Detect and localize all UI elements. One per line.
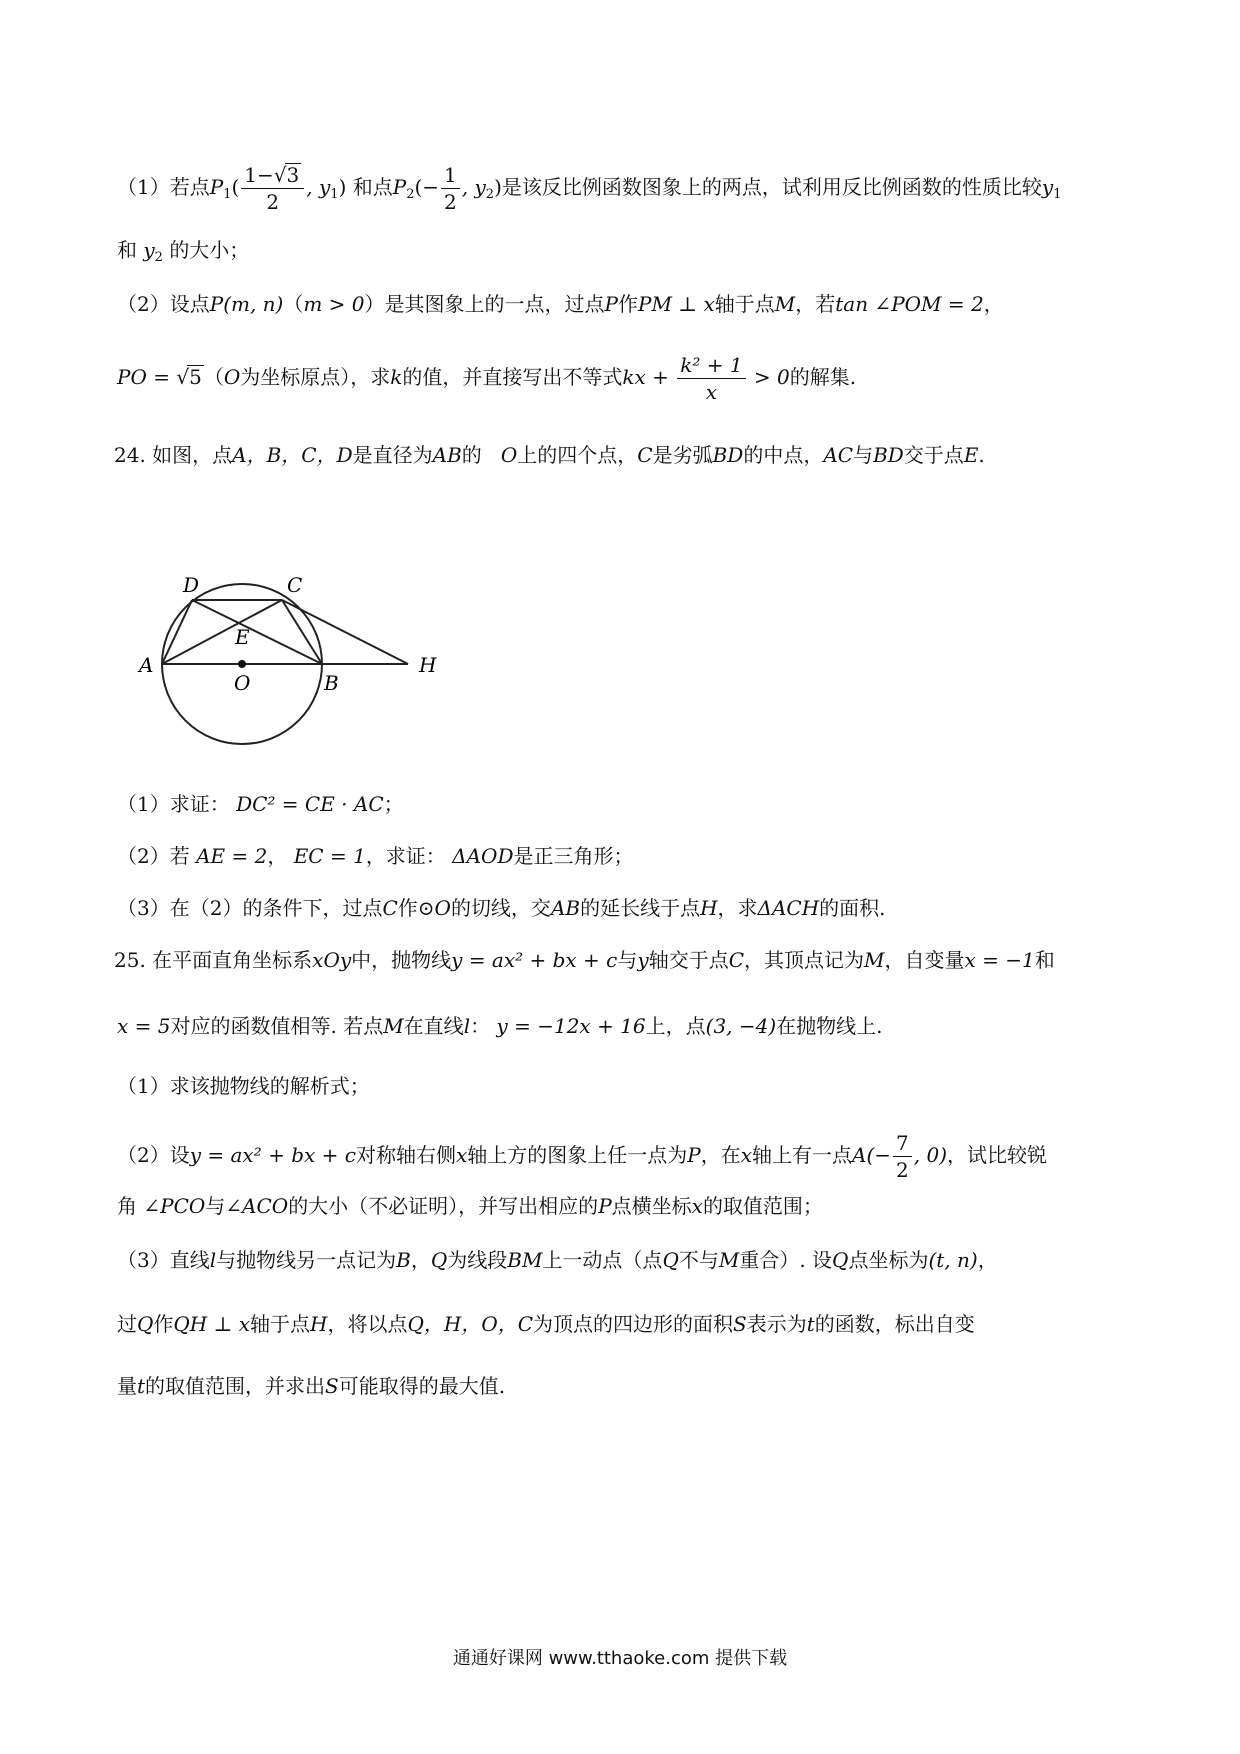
label-d: D xyxy=(183,573,200,597)
fraction-3: $\frac{\text{k² + 1}}{x}$ xyxy=(677,352,745,405)
label-o: O xyxy=(234,671,251,695)
fraction-4: $\frac{7}{2}$ xyxy=(893,1130,912,1183)
fraction-1: $\frac{1-√3}{2}$ xyxy=(241,162,304,215)
line-ac xyxy=(162,600,282,664)
q25-line1: 25. 在平面直角坐标系xOy中，抛物线y = ax² + bx + c与y轴交于点C，其顶点记为M，自变量x = −1和 xyxy=(114,948,1055,972)
q25-part3-line3: 量t的取值范围，并求出S可能取得的最大值. xyxy=(117,1374,506,1398)
geometry-figure xyxy=(125,560,455,770)
center-dot xyxy=(238,660,246,668)
q24-part3: （3）在（2）的条件下，过点C作⊙O的切线，交AB的延长线于点H，求ΔACH的面积. xyxy=(117,896,886,920)
q24-part2: （2）若 AE = 2， EC = 1，求证： ΔAOD是正三角形； xyxy=(117,844,634,868)
q25-part3-line2: 过Q作QH ⊥ x轴于点H，将以点Q，H，O，C为顶点的四边形的面积S表示为t的函数，标出自变 xyxy=(117,1312,975,1336)
label-a: A xyxy=(139,653,154,677)
q25-part2-line2: 角 ∠PCO与∠ACO的大小（不必证明），并写出相应的P点横坐标x的取值范围； xyxy=(117,1194,823,1218)
label-h: H xyxy=(419,653,437,677)
q25-line2: x = 5对应的函数值相等. 若点M在直线l： y = −12x + 16上，点(3, −4)在抛物线上. xyxy=(117,1014,883,1038)
page-footer: 通通好课网 www.tthaoke.com 提供下载 xyxy=(452,1648,788,1669)
q25-part1: （1）求该抛物线的解析式； xyxy=(117,1074,370,1098)
fraction-2: $\frac{1}{2}$ xyxy=(441,162,460,215)
q24-header: 24. 如图，点A，B，C，D是直径为AB的 O上的四个点，C是劣弧BD的中点，AC与BD交于点E. xyxy=(114,443,985,467)
label-e: E xyxy=(235,625,250,649)
line-ad xyxy=(162,600,192,664)
q25-part3-line1: （3）直线l与抛物线另一点记为B，Q为线段BM上一动点（点Q不与M重合）. 设Q点坐标为(t, n)， xyxy=(117,1248,998,1272)
q23-part1-line2: 和 $y_2$ 的大小； xyxy=(117,238,250,265)
q25-part2-line1: （2）设y = ax² + bx + c对称轴右侧x轴上方的图象上任一点为P，在x轴上有一点A(− $\frac{7}{2}$ , 0)，试比较锐 xyxy=(117,1131,1047,1182)
label-c: C xyxy=(287,573,303,597)
q24-part1: （1）求证： DC² = CE · AC； xyxy=(117,792,404,816)
q23-part2-line2: PO = √5 （O为坐标原点），求k的值，并直接写出不等式kx + $\frac{\text{k² + 1}}{x}$ > 0的解集. xyxy=(117,353,857,404)
label-b: B xyxy=(324,671,339,695)
q23-part2-line1: （2）设点P(m, n)（m > 0）是其图象上的一点，过点P作PM ⊥ x轴于点M，若tan ∠POM = 2， xyxy=(117,292,1004,316)
q23-part1-line1: （1）若点$P_1$( $\frac{1-√3}{2}$ , $y_1$) 和点$P_2(-$ $\frac{1}{2}$ , $y_2$)是该反比例函数图象上的两点，试利用反比例函数的性质比较$y_1$ xyxy=(117,163,1062,214)
